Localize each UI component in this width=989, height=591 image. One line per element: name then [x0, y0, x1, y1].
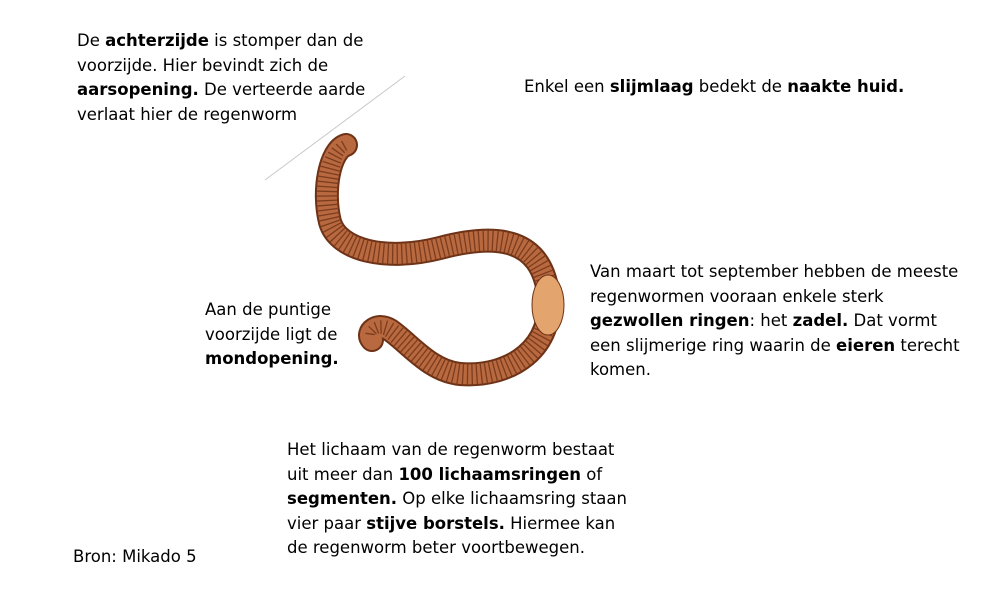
annotation-back-end	[77, 29, 377, 127]
annotation-text: Aan de puntige voorzijde ligt de	[205, 300, 338, 344]
emphasis-term: eieren	[836, 335, 896, 355]
emphasis-term: naakte huid.	[787, 77, 905, 96]
body-segment	[317, 191, 337, 192]
body-segment	[472, 364, 473, 384]
annotation-text: Enkel een	[524, 77, 610, 96]
annotation-text: is stomper dan de voorzijde. Hier bevindt zich de	[77, 31, 364, 75]
emphasis-term: stijve borstels.	[366, 513, 505, 533]
annotation-text: Dat vormt een slijmerige ring waarin de	[590, 311, 937, 355]
emphasis-term: segmenten.	[287, 489, 398, 508]
emphasis-term: 100 lichaamsringen	[398, 464, 582, 484]
annotation-skin	[524, 75, 944, 100]
annotation-text: terecht komen.	[590, 335, 960, 379]
source-credit: Bron: Mikado 5	[73, 547, 197, 566]
annotation-text: bedekt de	[693, 77, 788, 96]
annotation-text: Het lichaam van de regenworm bestaat uit meer dan	[287, 440, 615, 484]
emphasis-term: achterzijde	[105, 31, 209, 50]
emphasis-term: slijmlaag	[609, 77, 694, 96]
annotation-text: Op elke lichaamsring staan vier paar	[287, 489, 627, 533]
annotation-front-end	[205, 298, 365, 372]
annotation-body	[287, 438, 637, 561]
annotation-text: De verteerde aarde verlaat hier de regenworm	[77, 80, 366, 124]
body-segment	[401, 244, 402, 264]
emphasis-term: zadel.	[792, 311, 849, 330]
annotation-saddle	[590, 260, 970, 383]
body-segment	[483, 231, 484, 251]
annotation-text: of	[581, 464, 603, 484]
emphasis-term: mondopening.	[205, 349, 339, 368]
annotation-text: Van maart tot september hebben de meeste regenwormen vooraan enkele sterk	[590, 262, 959, 306]
annotation-text: De	[77, 31, 106, 50]
saddle-clitellum	[532, 275, 564, 335]
annotation-text: Hiermee kan de regenworm beter voortbewegen.	[287, 513, 616, 557]
emphasis-term: gezwollen ringen	[590, 311, 750, 330]
emphasis-term: aarsopening.	[77, 80, 199, 99]
annotation-text: : het	[749, 311, 793, 330]
